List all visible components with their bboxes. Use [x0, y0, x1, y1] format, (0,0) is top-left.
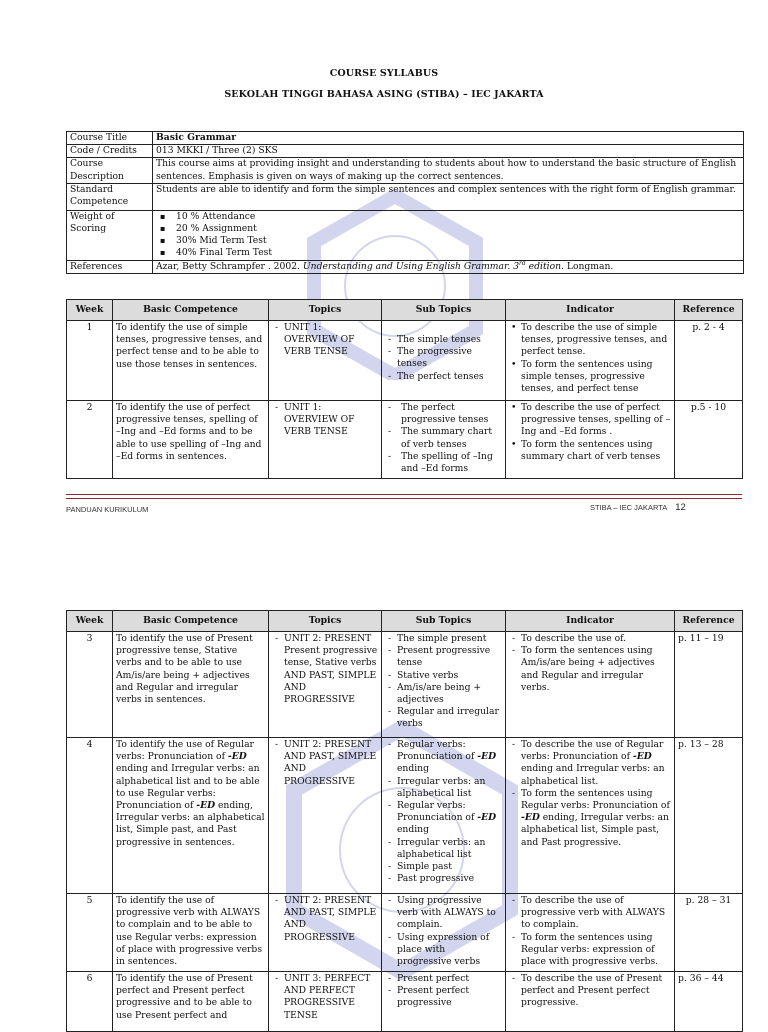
subtopics-cell: [382, 894, 506, 972]
indicator-item: - To form the sentences using Am/is/are being + adjectives and Regular and irregular verbs.: [509, 645, 671, 694]
subtopic-item: - Past progressive: [385, 873, 502, 885]
header-reference: Reference: [675, 300, 743, 321]
competence-cell: To identify the use of simple tenses, progressive tenses, and perfect tense and to be able to use those tenses in sentences.: [113, 321, 269, 401]
course-title-label: Course Title: [67, 132, 153, 145]
topic-item: - UNIT 2: PRESENT AND PAST, SIMPLE AND PROGRESSIVE: [272, 739, 378, 788]
header-topics: Topics: [269, 611, 382, 632]
course-description-value: This course aims at providing insight and understanding to students about how to understand the basic structure of English sentences. Emphasis is given on ways of making up the correct sentences.: [153, 158, 744, 183]
indicator-item: - To describe the use of Regular verbs: Pronunciation of -ED ending and Irregular verbs: an alphabetical list.: [509, 739, 671, 788]
subtopic-item: - Irregular verbs: an alphabetical list: [385, 837, 502, 861]
table-header-row: [67, 611, 743, 632]
header-sub-topics: Sub Topics: [382, 300, 506, 321]
header-indicator: Indicator: [506, 300, 675, 321]
competence-cell: [113, 738, 269, 894]
subtopics-cell: [382, 738, 506, 894]
course-info-table: [66, 131, 744, 274]
references-label: References: [67, 260, 153, 273]
topic-cell: [269, 632, 382, 738]
subtopic-item: - Am/is/are being + adjectives: [385, 682, 502, 706]
subtopic-item: - Regular verbs: Pronunciation of -ED ending: [385, 800, 502, 837]
subtopic-item: - The simple present: [385, 633, 502, 645]
indicator-item: - To describe the use of.: [509, 633, 671, 645]
course-description-label: Course Description: [67, 158, 153, 183]
week-cell: 1: [67, 321, 113, 401]
standard-competence-row: [67, 183, 744, 210]
indicator-item: • To describe the use of simple tenses, progressive tenses, and perfect tense.: [509, 322, 671, 359]
subtopic-item: - The summary chart of verb tenses: [385, 426, 502, 450]
reference-book-title: Understanding and Using English Grammar. 3: [302, 260, 520, 272]
indicator-cell: [506, 894, 675, 972]
scoring-item: ▪ 10 % Attendance: [158, 211, 740, 223]
page-number: 12: [675, 502, 686, 513]
subtopic-item: - Regular and irregular verbs: [385, 706, 502, 730]
competence-cell: To identify the use of progressive verb with ALWAYS to complain and to be able to use Regular verbs: expression of place with progressive verbs in sentences.: [113, 894, 269, 972]
code-credits-value: 013 MKKI / Three (2) SKS: [153, 145, 744, 158]
indicator-item: - To form the sentences using Regular verbs: expression of place with progressive verbs.: [509, 932, 671, 969]
ed-suffix: -ED: [227, 751, 247, 763]
indicator-cell: [506, 738, 675, 894]
footer-right-text: STIBA – IEC JAKARTA: [590, 503, 668, 512]
reference-cell: p. 28 – 31: [675, 894, 743, 972]
header-reference: Reference: [675, 611, 743, 632]
code-credits-row: [67, 145, 744, 158]
reference-cell: p. 13 – 28: [675, 738, 743, 894]
competence-text: ending, Irregular verbs: an alphabetical list, Simple past, and Past progressive in sentences.: [116, 800, 265, 848]
indicator-item: - To describe the use of progressive verb with ALWAYS to complain.: [509, 895, 671, 932]
scoring-item: ▪ 40% Final Term Test: [158, 247, 740, 259]
topic-cell: [269, 738, 382, 894]
course-title-value: Basic Grammar: [153, 132, 744, 145]
reference-cell: p. 2 - 4: [675, 321, 743, 401]
subtopic-item: - Present progressive tense: [385, 645, 502, 669]
week-cell: 4: [67, 738, 113, 894]
subtopic-item: - Using progressive verb with ALWAYS to complain.: [385, 895, 502, 932]
table-row: [67, 401, 743, 479]
header-indicator: Indicator: [506, 611, 675, 632]
footer-divider: [66, 494, 742, 500]
competence-cell: To identify the use of perfect progressive tenses, spelling of –Ing and –Ed forms and to be able to use spelling of –Ing and –Ed forms in sentences.: [113, 401, 269, 479]
indicator-cell: [506, 972, 675, 1032]
topic-item: - UNIT 1: OVERVIEW OF VERB TENSE: [272, 322, 378, 359]
topic-item: - UNIT 3: PERFECT AND PERFECT PROGRESSIVE TENSE: [272, 973, 378, 1022]
scoring-item: ▪ 30% Mid Term Test: [158, 235, 740, 247]
syllabus-table-page2: [66, 610, 743, 1032]
reference-publisher: . Longman.: [561, 260, 614, 272]
topic-item: - UNIT 2: PRESENT AND PAST, SIMPLE AND PROGRESSIVE: [272, 895, 378, 944]
subtopic-item: - Present perfect: [385, 973, 502, 985]
topic-cell: [269, 321, 382, 401]
table-row: [67, 738, 743, 894]
indicator-item: • To form the sentences using simple tenses, progressive tenses, and perfect tense: [509, 359, 671, 396]
reference-cell: p. 11 – 19: [675, 632, 743, 738]
indicator-item: • To form the sentences using summary chart of verb tenses: [509, 439, 671, 463]
subtopics-cell: [382, 321, 506, 401]
references-value: [153, 260, 744, 273]
competence-text: To identify the use of Regular verbs: Pronunciation of: [116, 739, 254, 763]
table-row: [67, 972, 743, 1032]
indicator-cell: [506, 401, 675, 479]
competence-cell: To identify the use of Present perfect and Present perfect progressive and to be able to use Present perfect and: [113, 972, 269, 1032]
subtopic-item: - The progressive tenses: [385, 346, 502, 370]
topic-cell: [269, 894, 382, 972]
footer-left-text: PANDUAN KURIKULUM: [66, 505, 149, 514]
topic-cell: [269, 401, 382, 479]
subtopics-cell: [382, 632, 506, 738]
subtopic-item: - The perfect progressive tenses: [385, 402, 502, 426]
week-cell: 3: [67, 632, 113, 738]
reference-cell: p.5 - 10: [675, 401, 743, 479]
reference-sup: rd: [519, 259, 526, 267]
indicator-item: - To form the sentences using Regular verbs: Pronunciation of -ED ending, Irregular verbs: an alphabetical list, Simple past, and Past progressive.: [509, 788, 671, 849]
competence-text: ending and Irregular verbs: an alphabetical list and to be able to use Regular verbs: Pronunciation of: [116, 763, 260, 812]
subtopic-item: - Simple past: [385, 861, 502, 873]
week-cell: 6: [67, 972, 113, 1032]
institution-name: SEKOLAH TINGGI BAHASA ASING (STIBA) – IEC JAKARTA: [224, 89, 544, 100]
indicator-cell: [506, 321, 675, 401]
header-topics: Topics: [269, 300, 382, 321]
standard-competence-value: Students are able to identify and form the simple sentences and complex sentences with the right form of English grammar.: [153, 183, 744, 210]
references-row: [67, 260, 744, 273]
scoring-list: [158, 211, 740, 260]
weight-scoring-label: Weight of Scoring: [67, 210, 153, 260]
competence-cell: To identify the use of Present progressive tense, Stative verbs and to be able to use Am/is/are being + adjectives and Regular and irregular verbs in sentences.: [113, 632, 269, 738]
subtopic-item: - Using expression of place with progressive verbs: [385, 932, 502, 969]
indicator-item: - To describe the use of Present perfect and Present perfect progressive.: [509, 973, 671, 1010]
subtopic-item: - The perfect tenses: [385, 371, 502, 383]
subtopic-item: - The spelling of –Ing and –Ed forms: [385, 451, 502, 475]
course-title-row: [67, 132, 744, 145]
subtopic-item: - Stative verbs: [385, 670, 502, 682]
header-sub-topics: Sub Topics: [382, 611, 506, 632]
document-title: COURSE SYLLABUS: [329, 68, 439, 79]
weight-scoring-row: [67, 210, 744, 260]
code-credits-label: Code / Credits: [67, 145, 153, 158]
week-cell: 5: [67, 894, 113, 972]
footer-right: [590, 502, 686, 514]
topic-item: - UNIT 1: OVERVIEW OF VERB TENSE: [272, 402, 378, 439]
standard-competence-label: Standard Competence: [67, 183, 153, 210]
reference-edition: edition: [525, 260, 562, 272]
table-row: [67, 894, 743, 972]
topic-item: - UNIT 2: PRESENT Present progressive tense, Stative verbs AND PAST, SIMPLE AND PROGRESSIVE: [272, 633, 378, 706]
scoring-item: ▪ 20 % Assignment: [158, 223, 740, 235]
subtopic-item: - Irregular verbs: an alphabetical list: [385, 776, 502, 800]
indicator-item: • To describe the use of perfect progressive tenses, spelling of –Ing and –Ed forms .: [509, 402, 671, 439]
course-description-row: [67, 158, 744, 183]
syllabus-table-page1: [66, 299, 743, 479]
subtopic-item: - Regular verbs: Pronunciation of -ED ending: [385, 739, 502, 776]
week-cell: 2: [67, 401, 113, 479]
header-week: Week: [67, 611, 113, 632]
reference-cell: p. 36 – 44: [675, 972, 743, 1032]
header-week: Week: [67, 300, 113, 321]
subtopic-item: - Present perfect progressive: [385, 985, 502, 1009]
topic-cell: [269, 972, 382, 1032]
indicator-cell: [506, 632, 675, 738]
weight-scoring-value: [153, 210, 744, 260]
subtopic-item: - The simple tenses: [385, 334, 502, 346]
header-basic-competence: Basic Competence: [113, 300, 269, 321]
table-header-row: [67, 300, 743, 321]
subtopics-cell: [382, 401, 506, 479]
reference-author: Azar, Betty Schrampfer . 2002.: [156, 260, 303, 272]
subtopics-cell: [382, 972, 506, 1032]
table-row: [67, 632, 743, 738]
table-row: [67, 321, 743, 401]
ed-suffix: -ED: [196, 800, 216, 812]
header-basic-competence: Basic Competence: [113, 611, 269, 632]
